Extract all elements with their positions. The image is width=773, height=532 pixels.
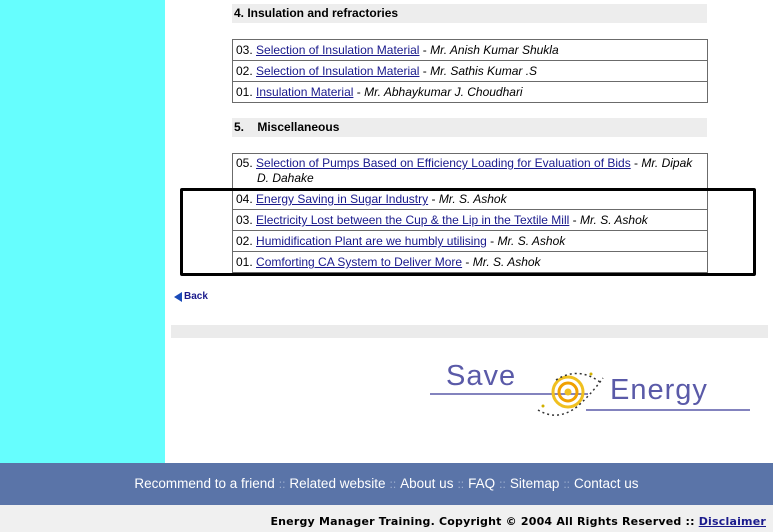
footer-link-faq[interactable]: FAQ [468,476,496,491]
author-name: Mr. Dipak [641,156,693,170]
left-cyan-column [0,0,165,463]
article-link[interactable]: Selection of Insulation Material [256,43,420,57]
article-link[interactable]: Comforting CA System to Deliver More [256,255,463,269]
separator: - [569,213,580,227]
footer-link-recommend[interactable]: Recommend to a friend [134,476,275,491]
separator: - [630,156,642,170]
back-link[interactable] [174,291,208,302]
footer-link-sitemap[interactable]: Sitemap [509,476,560,491]
section-heading-insulation: 4. Insulation and refractories [232,4,707,23]
list-item [233,40,707,60]
author-name: Mr. S. Ashok [579,213,648,227]
miscellaneous-article-list [232,153,708,273]
save-energy-logo [428,360,753,420]
separator: - [419,43,431,57]
separator: - [486,234,498,248]
author-name: Mr. Sathis Kumar .S [430,64,538,78]
separator: - [353,85,365,99]
logo-word-energy: Energy [610,374,708,406]
copyright-bar [0,505,773,532]
item-number: 03. [236,43,253,57]
article-link[interactable]: Selection of Insulation Material [256,64,420,78]
list-item [233,60,707,81]
logo-word-save: Save [446,360,517,392]
logo-graphic-icon [428,360,753,420]
author-name: Mr. Anish Kumar Shukla [430,43,559,57]
disclaimer-link[interactable]: Disclaimer [698,515,766,528]
footer-separator: :: [499,477,506,491]
item-number: 02. [236,64,253,78]
back-arrow-icon [174,292,182,302]
list-item [233,209,707,230]
footer-separator: :: [278,477,286,491]
author-name: Mr. S. Ashok [472,255,541,269]
author-name: Mr. S. Ashok [438,192,507,206]
copyright-text-container [270,515,766,528]
article-link[interactable]: Electricity Lost between the Cup & the Lip in the Textile Mill [256,213,570,227]
section-heading-miscellaneous: 5. Miscellaneous [232,118,707,137]
footer-separator: :: [457,477,465,491]
list-item [233,188,707,209]
insulation-article-list [232,39,708,103]
footer-navigation [0,463,773,505]
footer-link-contact-us[interactable]: Contact us [574,476,639,491]
separator: - [419,64,431,78]
item-number: 01. [236,255,253,269]
separator: - [462,255,473,269]
footer-separator: :: [389,477,397,491]
footer-link-related-website[interactable]: Related website [289,476,386,491]
item-number: 04. [236,192,253,206]
divider-bar [171,325,768,338]
article-link[interactable]: Selection of Pumps Based on Efficiency Loading for Evaluation of Bids [256,156,631,170]
author-name-continued: D. Dahake [257,171,314,185]
item-number: 05. [236,156,253,170]
article-link[interactable]: Energy Saving in Sugar Industry [256,192,429,206]
separator: - [428,192,439,206]
copyright-text: Energy Manager Training. Copyright © 2004 All Rights Reserved :: [270,515,699,528]
author-name: Mr. Abhaykumar J. Choudhari [364,85,523,99]
list-item [233,154,707,188]
item-number: 02. [236,234,253,248]
article-link[interactable]: Humidification Plant are we humbly utilising [256,234,487,248]
item-number: 01. [236,85,253,99]
back-label: Back [184,291,208,302]
footer-separator: :: [563,477,571,491]
footer-link-about-us[interactable]: About us [400,476,454,491]
list-item [233,81,707,102]
article-link[interactable]: Insulation Material [256,85,354,99]
item-number: 03. [236,213,253,227]
list-item [233,230,707,251]
list-item [233,251,707,272]
author-name: Mr. S. Ashok [497,234,566,248]
